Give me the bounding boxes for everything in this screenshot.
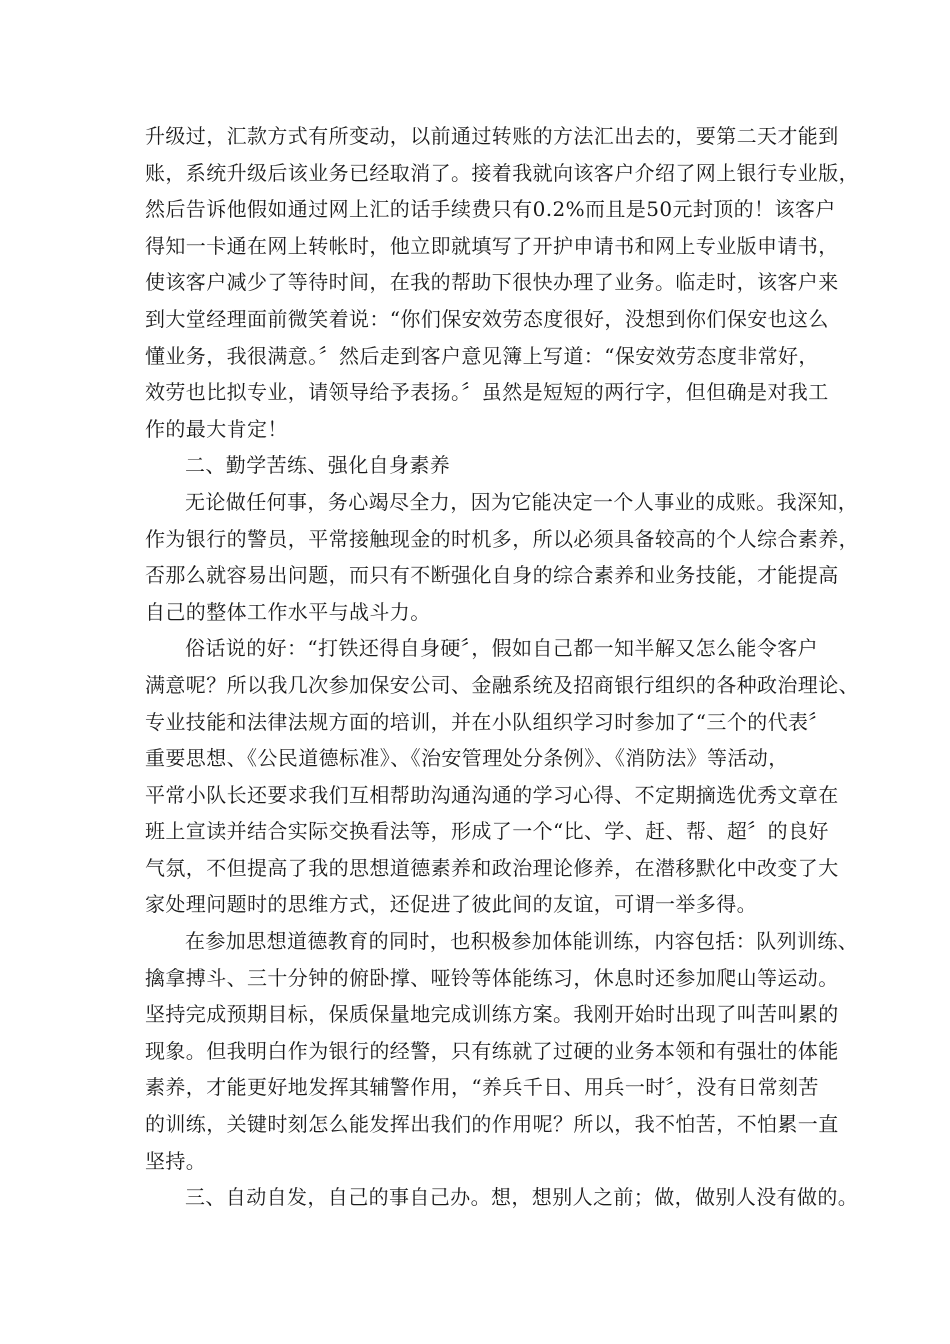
text-line: 擒拿搏斗、三十分钟的俯卧撑、哑铃等体能练习，休息时还参加爬山等运动。 (145, 965, 839, 990)
text-line: 在参加思想道德教育的同时，也积极参加体能训练，内容包括：队列训练、 (185, 929, 859, 954)
text-line: 俗话说的好：“打铁还得自身硬〞，假如自己都一知半解又怎么能令客户 (185, 636, 819, 661)
text-line: 坚持。 (145, 1148, 207, 1173)
text-line: 坚持完成预期目标，保质保量地完成训练方案。我刚开始时出现了叫苦叫累的 (145, 1002, 839, 1027)
text-line: 素养，才能更好地发挥其辅警作用，“养兵千日、用兵一时〞，没有日常刻苦 (145, 1075, 819, 1100)
text-line: 现象。但我明白作为银行的经警，只有练就了过硬的业务本领和有强壮的体能 (145, 1038, 839, 1063)
text-line: 无论做任何事，务心竭尽全力，因为它能决定一个人事业的成账。我深知， (185, 489, 859, 514)
text-line: 账，系统升级后该业务已经取消了。接着我就向该客户介绍了网上银行专业版， (145, 160, 859, 185)
text-line: 到大堂经理面前微笑着说：“你们保安效劳态度很好，没想到你们保安也这么 (145, 306, 829, 331)
text-line: 满意呢？所以我几次参加保安公司、金融系统及招商银行组织的各种政治理论、 (145, 672, 859, 697)
text-line: 自己的整体工作水平与战斗力。 (145, 599, 431, 624)
text-line: 然后告诉他假如通过网上汇的话手续费只有0.2%而且是50元封顶的！该客户 (145, 197, 836, 222)
text-line: 升级过，汇款方式有所变动，以前通过转账的方法汇出去的，要第二天才能到 (145, 124, 839, 148)
body-text (145, 118, 859, 1216)
text-line: 作的最大肯定！ (145, 416, 288, 441)
text-line: 使该客户减少了等待时间，在我的帮助下很快办理了业务。临走时，该客户来 (145, 270, 839, 295)
text-line: 家处理问题时的思维方式，还促进了彼此间的友谊，可谓一举多得。 (145, 892, 757, 917)
text-line: 气氛，不但提高了我的思想道德素养和政治理论修养，在潜移默化中改变了大 (145, 855, 839, 880)
section-heading: 二、勤学苦练、强化自身素养 (185, 453, 451, 478)
text-line: 否那么就容易出问题，而只有不断强化自身的综合素养和业务技能，才能提高 (145, 563, 839, 588)
section-heading: 三、自动自发，自己的事自己办。想，想别人之前；做，做别人没有做的。 (185, 1185, 859, 1210)
text-line: 懂业务，我很满意。〞然后走到客户意见簿上写道：“保安效劳态度非常好， (145, 343, 819, 368)
text-line: 专业技能和法律法规方面的培训，并在小队组织学习时参加了“三个的代表〞 (145, 709, 829, 734)
text-line: 的训练，关键时刻怎么能发挥出我们的作用呢？所以，我不怕苦，不怕累一直 (145, 1112, 839, 1137)
text-line: 班上宣读并结合实际交换看法等，形成了一个“比、学、赶、帮、超〞的良好 (145, 819, 829, 844)
text-line: 效劳也比拟专业，请领导给予表扬。〞虽然是短短的两行字，但但确是对我工 (145, 380, 829, 405)
text-line: 重要思想、《公民道德标准》、《治安管理处分条例》、《消防法》等活动， (145, 746, 789, 771)
text-line: 得知一卡通在网上转帐时，他立即就填写了开护申请书和网上专业版申请书， (145, 233, 839, 258)
text-line: 平常小队长还要求我们互相帮助沟通沟通的学习心得、不定期摘选优秀文章在 (145, 782, 839, 807)
text-line: 作为银行的警员，平常接触现金的时机多，所以必须具备较高的个人综合素养， (145, 526, 859, 551)
